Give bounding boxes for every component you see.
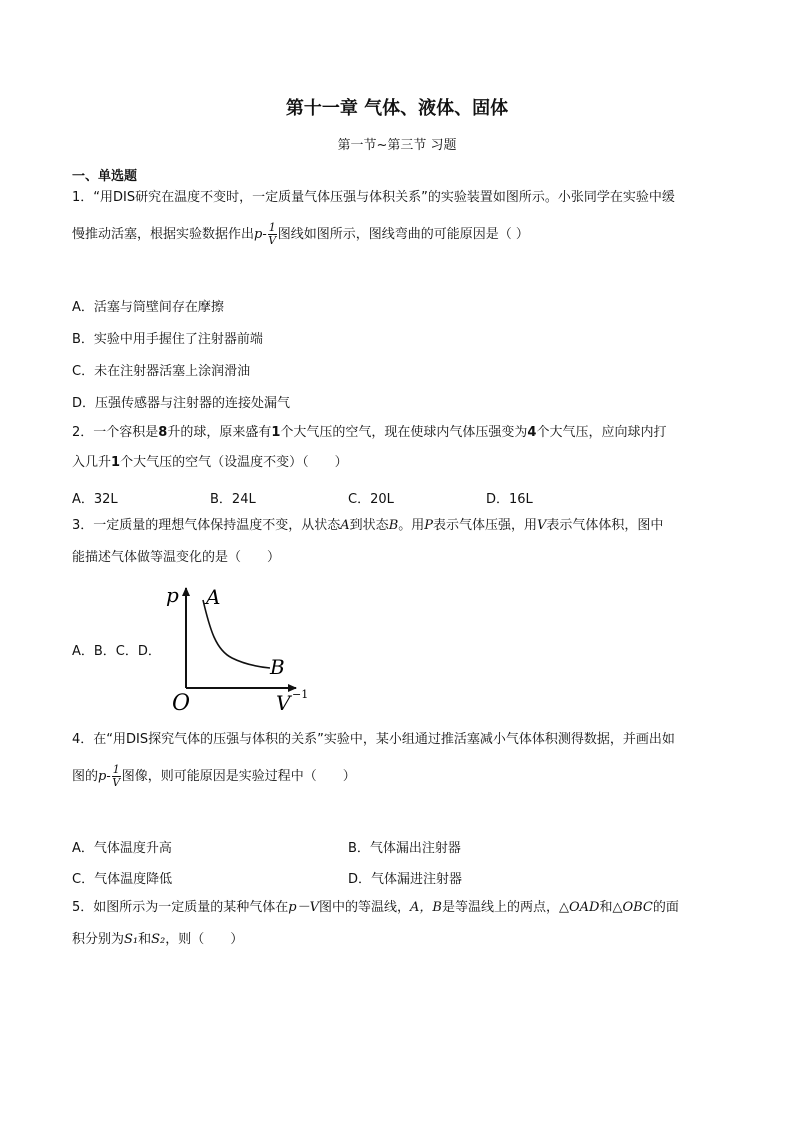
q1-option-a[interactable]: A．活塞与筒壁间存在摩擦 [72, 300, 224, 315]
q2-line1 [72, 425, 666, 441]
q2-option-a[interactable]: A．32L [72, 492, 118, 507]
q5-text-2c: ，则（ ） [165, 932, 244, 947]
q2-text-e: 个大气压的空气，现在使球内气体压强变为 [280, 425, 528, 440]
q1-line2 [72, 222, 529, 247]
q1-p: p- [254, 227, 267, 242]
q2-text-a: 2．一个容积是 [72, 425, 159, 440]
x-axis-exponent: −1 [292, 688, 309, 701]
isotherm-curve [203, 600, 270, 668]
q3-text-e: 表示气体体积，图中 [546, 518, 664, 533]
origin-label: O [172, 691, 191, 716]
q3-symbol-p: P [424, 518, 434, 533]
q5-triangle-oad: △OAD [558, 900, 600, 915]
q2-text-2a: 入几升 [72, 455, 112, 470]
q5-text-d: 的面 [652, 900, 679, 915]
q4-option-a[interactable]: A．气体温度升高 [72, 841, 172, 856]
q2-option-d[interactable]: D．16L [486, 492, 533, 507]
q5-triangle-obc: △OBC [612, 900, 653, 915]
q3-text-d: 表示气体压强，用 [433, 518, 538, 533]
q1-option-b[interactable]: B．实验中用手握住了注射器前端 [72, 332, 263, 347]
q5-s2: S₂ [151, 932, 166, 947]
q1-line2-pre: 慢推动活塞，根据实验数据作出 [72, 227, 255, 242]
q4-option-c[interactable]: C．气体温度降低 [72, 872, 173, 887]
q5-text-a: 5．如图所示为一定质量的某种气体在 [72, 900, 289, 915]
q3-isotherm-graph [160, 578, 320, 718]
q3-state-b: B [388, 518, 399, 533]
q2-option-c[interactable]: C．20L [348, 492, 394, 507]
page-subtitle: 第一节~第三节 习题 [337, 138, 457, 153]
q2-num-1: 1 [271, 425, 281, 440]
q1-option-d[interactable]: D．压强传感器与注射器的连接处漏气 [72, 396, 291, 411]
q5-line1 [72, 900, 679, 916]
q4-option-d[interactable]: D．气体漏进注射器 [348, 872, 463, 887]
q3-text-c: 。用 [398, 518, 425, 533]
q5-s1: S₁ [124, 932, 139, 947]
q1-line2-post: 图线如图所示，图线弯曲的可能原因是（ ） [277, 227, 529, 242]
q4-line2-pre: 图的 [72, 769, 99, 784]
q1-line1: 1．“用DIS研究在温度不变时，一定质量气体压强与体积关系”的实验装置如图所示。小张同学在实验中缓 [72, 190, 675, 205]
q4-fraction [112, 764, 121, 789]
q2-num-4: 4 [527, 425, 537, 440]
q3-state-a: A [340, 518, 350, 533]
q4-line2-post: 图像，则可能原因是实验过程中（ ） [121, 769, 356, 784]
page-title: 第十一章 气体、液体、固体 [285, 98, 509, 119]
q2-num-8: 8 [158, 425, 168, 440]
q5-and: 和 [599, 900, 613, 915]
q4-p: p- [98, 769, 111, 784]
q5-text-c: 是等温线上的两点， [441, 900, 559, 915]
q1-frac-num: 1 [268, 221, 276, 234]
q2-line2 [72, 455, 348, 471]
q1-frac-den: V [268, 234, 277, 247]
q3-options[interactable]: A．B．C．D． [72, 644, 161, 659]
q5-text-2b: 和 [138, 932, 152, 947]
q4-line1: 4．在“用DIS探究气体的压强与体积的关系”实验中，某小组通过推活塞减小气体体积测得数据，并画出如 [72, 732, 675, 747]
q1-fraction [268, 222, 277, 247]
q4-option-b[interactable]: B．气体漏出注射器 [348, 841, 461, 856]
q5-pv: p－V [288, 900, 319, 915]
q2-text-g: 个大气压，应向球内打 [536, 425, 667, 440]
q3-line1 [72, 518, 663, 534]
q2-text-2c: 个大气压的空气（设温度不变）（ ） [120, 455, 348, 470]
q2-num-1b: 1 [111, 455, 121, 470]
point-b-label: B [270, 655, 285, 679]
q1-option-c[interactable]: C．未在注射器活塞上涂润滑油 [72, 364, 251, 379]
q5-points: A，B [410, 900, 442, 915]
q5-text-b: 图中的等温线， [319, 900, 411, 915]
q5-text-2a: 积分别为 [72, 932, 125, 947]
q2-option-b[interactable]: B．24L [210, 492, 256, 507]
q4-line2 [72, 764, 356, 789]
q3-symbol-v: V [537, 518, 547, 533]
q5-line2 [72, 932, 243, 948]
q4-frac-num: 1 [112, 763, 120, 776]
y-axis-label: p [166, 583, 179, 607]
x-axis-label: V [276, 691, 291, 715]
q3-text-b: 到状态 [349, 518, 389, 533]
q3-line2: 能描述气体做等温变化的是（ ） [72, 550, 281, 565]
section-heading: 一、单选题 [72, 169, 138, 184]
q3-text-a: 3．一定质量的理想气体保持温度不变，从状态 [72, 518, 341, 533]
q2-text-c: 升的球，原来盛有 [167, 425, 272, 440]
q4-frac-den: V [112, 776, 121, 789]
point-a-label: A [206, 585, 221, 609]
